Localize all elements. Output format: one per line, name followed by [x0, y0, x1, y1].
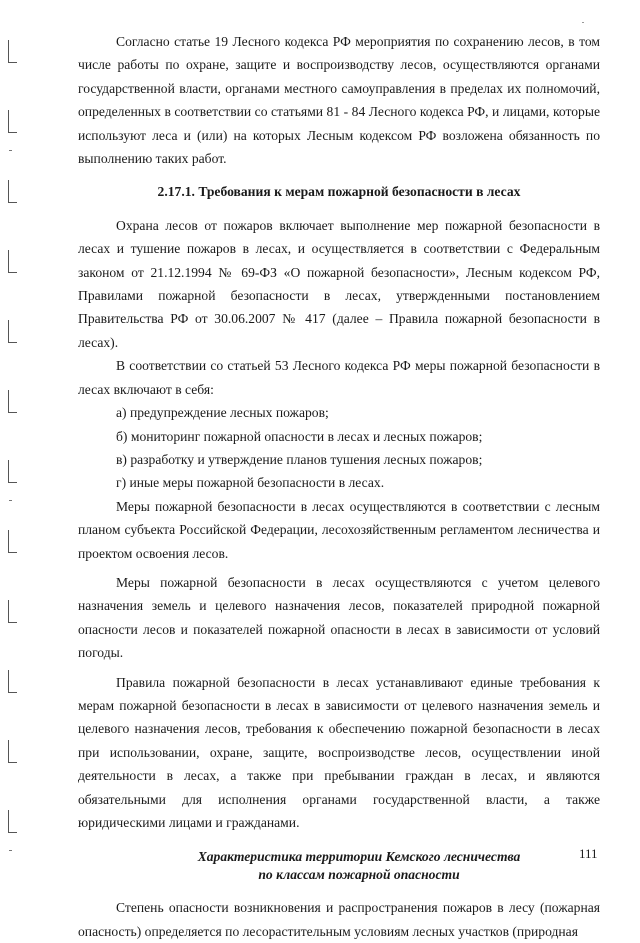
- paragraph-intro: Согласно статье 19 Лесного кодекса РФ мероприятия по сохранению лесов, в том числе работы по охране, защите и воспроизводству лесов, осуществляются органами государственной власти, органами местного самоуправления в пределах их полномочий, определенных в соответствии со статьями 81 - 84 Лесного кодекса РФ, и лицами, которые используют леса и (или) на которых Лесным кодексом РФ возложена обязанность по выполнению таких работ.: [78, 34, 600, 167]
- paragraph-measures-plan: Меры пожарной безопасности в лесах осуществляются в соответствии с лесным планом субъекта Российской Федерации, лесохозяйственным регламентом лесничества и проектом освоения лесов.: [78, 498, 600, 561]
- subheading-line-2: по классам пожарной опасности: [258, 867, 460, 883]
- section-heading: 2.17.1. Требования к мерам пожарной безопасности в лесах: [157, 184, 521, 200]
- binding-margin-marks: [6, 40, 20, 880]
- paragraph-article53: В соответствии со статьей 53 Лесного кодекса РФ меры пожарной безопасности в лесах включают в себя:: [78, 358, 600, 397]
- page-number: 111: [579, 846, 598, 861]
- paragraph-rules: Правила пожарной безопасности в лесах устанавливают единые требования к мерам пожарной безопасности в лесах в зависимости от целевого назначения земель и целевого назначения лесов, требования к обеспечению пожарной безопасности в лесах при использовании, охране, защите, воспроизводстве лесов, осуществлении иной деятельности в лесах, а также при пребывании граждан в лесах, и являются обязательными для исполнения органами государственной власти, а также юридическими лицами и гражданами.: [78, 674, 600, 830]
- document-body: [78, 30, 600, 943]
- list-item: б) мониторинг пожарной опасности в лесах и лесных пожаров;: [116, 428, 483, 444]
- list-item: г) иные меры пожарной безопасности в лесах.: [116, 475, 385, 491]
- paragraph-measures-purpose: Меры пожарной безопасности в лесах осуществляются с учетом целевого назначения земель и целевого назначения лесов, показателей природной пожарной опасности лесов и показателей пожарной опасности в лесах в зависимости от условий погоды.: [78, 574, 600, 661]
- subheading-line-1: Характеристика территории Кемского лесничества: [197, 849, 521, 865]
- subheading: [118, 848, 600, 884]
- list-item: в) разработку и утверждение планов тушения лесных пожаров;: [116, 451, 483, 467]
- list-item: а) предупреждение лесных пожаров;: [116, 405, 329, 421]
- paragraph-danger: Степень опасности возникновения и распространения пожаров в лесу (пожарная опасность) определяется по лесорастительным условиям лесных участков (природная: [78, 900, 600, 939]
- scan-artifact: [582, 22, 584, 23]
- paragraph-protection: Охрана лесов от пожаров включает выполнение мер пожарной безопасности в лесах и тушение пожаров в лесах, и осуществляется в соответствии с Федеральным законом от 21.12.1994 № 69-ФЗ «О пожарной безопасности», Лесным кодексом РФ, Правилами пожарной безопасности в лесах, утвержденными постановлением Правительства РФ от 30.06.2007 № 417 (далее – Правила пожарной безопасности в лесах).: [78, 217, 600, 350]
